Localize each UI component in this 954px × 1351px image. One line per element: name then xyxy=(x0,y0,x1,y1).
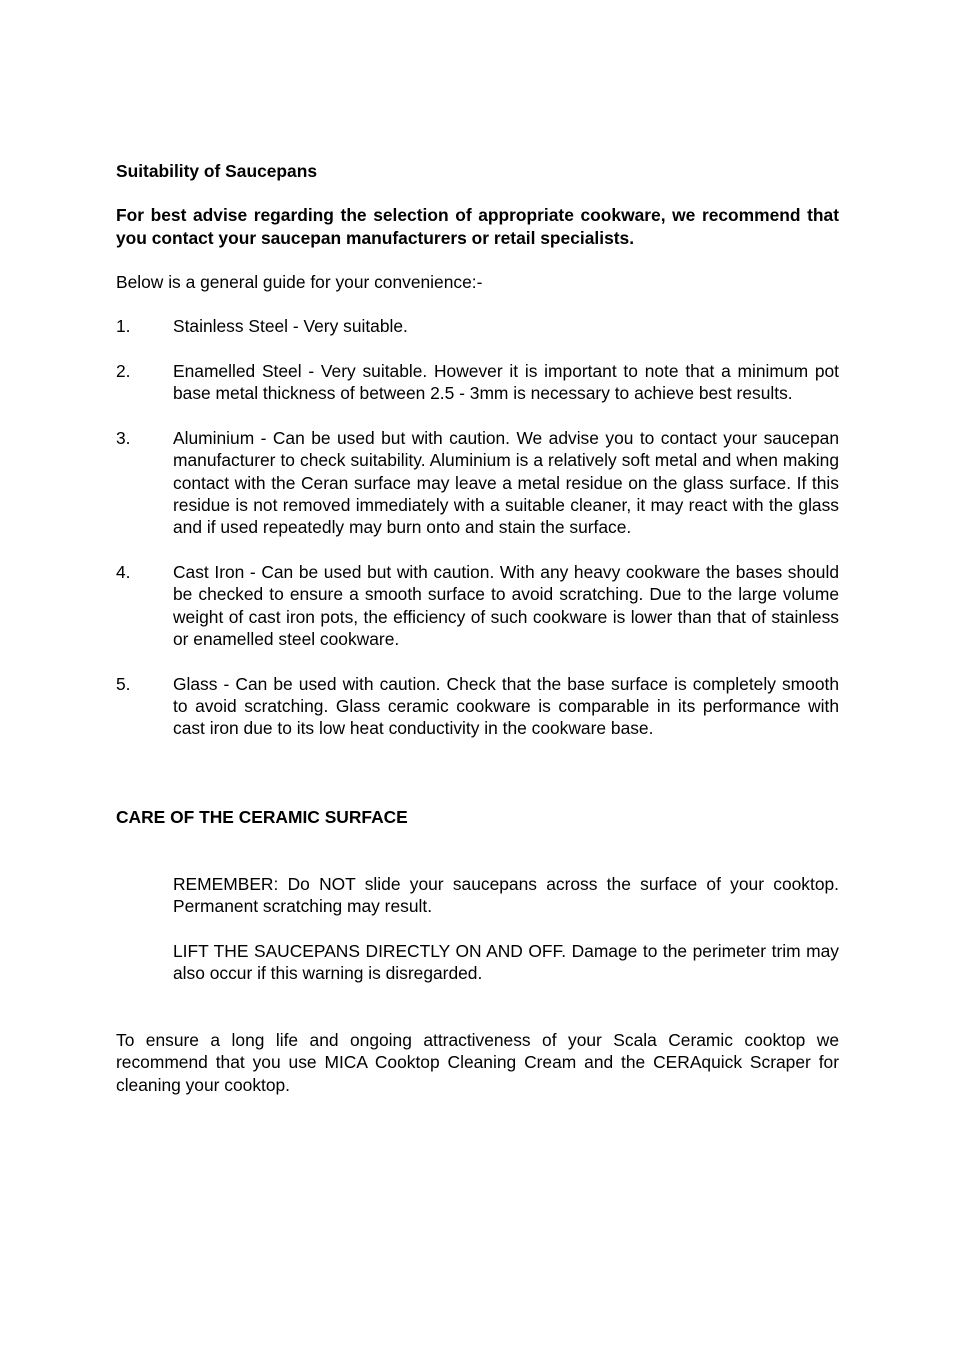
list-item-number: 3. xyxy=(116,428,131,449)
guide-intro: Below is a general guide for your convenience:- xyxy=(116,271,483,292)
list-item xyxy=(116,561,839,650)
list-item-text: Glass - Can be used with caution. Check that the base surface is completely smooth to avoid scratching. Glass ceramic cookware is comparable in its performance with cast iron due to its low heat conductivity in the cookware base. xyxy=(173,673,839,739)
cookware-list xyxy=(116,315,839,739)
list-item-number: 4. xyxy=(116,562,131,583)
closing-paragraph: To ensure a long life and ongoing attractiveness of your Scala Ceramic cooktop we recommend that you use MICA Cooktop Cleaning Cream and the CERAquick Scraper for cleaning your cooktop. xyxy=(116,1030,839,1095)
list-item-number: 1. xyxy=(116,316,131,337)
document-body xyxy=(116,160,839,1113)
list-item-text: Cast Iron - Can be used but with caution. With any heavy cookware the bases should be checked to ensure a smooth surface to avoid scratching. Due to the large volume weight of cast iron pots, the efficiency of such cookware is lower than that of stainless or enamelled steel cookware. xyxy=(173,562,839,649)
remember-warning: REMEMBER: Do NOT slide your saucepans across the surface of your cooktop. Permanent scratching may result. xyxy=(173,873,839,917)
list-item-text: Aluminium - Can be used but with caution. We advise you to contact your saucepan manufacturer to check suitability. Aluminium is a relatively soft metal and when making contact with the Ceran surface may leave a metal residue on the glass surface. If this residue is not removed immediately with a suitable cleaner, it may react with the glass and if used repeatedly may burn onto and stain the surface. xyxy=(173,428,839,538)
lift-warning: LIFT THE SAUCEPANS DIRECTLY ON AND OFF. Damage to the perimeter trim may also occur if this warning is disregarded. xyxy=(173,940,839,983)
advice-paragraph: For best advise regarding the selection of appropriate cookware, we recommend that you contact your saucepan manufacturers or retail specialists. xyxy=(116,205,839,248)
list-item-text: Enamelled Steel - Very suitable. However it is important to note that a minimum pot base metal thickness of between 2.5 - 3mm is necessary to achieve best results. xyxy=(173,360,839,404)
list-item xyxy=(116,427,839,538)
list-item-text: Stainless Steel - Very suitable. xyxy=(173,316,408,337)
list-item xyxy=(116,315,839,337)
list-item xyxy=(116,673,839,740)
list-item-number: 2. xyxy=(116,360,131,381)
list-item-number: 5. xyxy=(116,673,131,694)
list-item xyxy=(116,360,839,405)
section-title-care: CARE OF THE CERAMIC SURFACE xyxy=(116,806,408,827)
section-title-saucepans: Suitability of Saucepans xyxy=(116,161,318,181)
